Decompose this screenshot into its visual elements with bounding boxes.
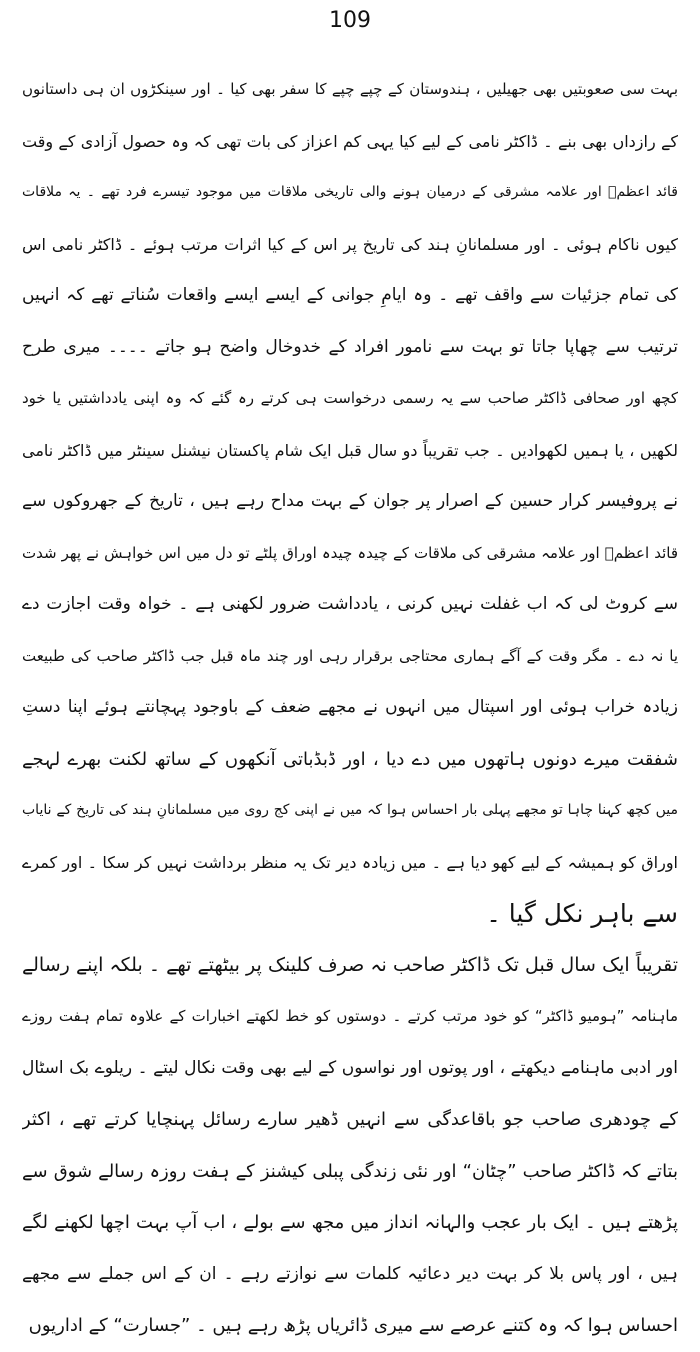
text-line: سے کروٹ لی کہ اب غفلت نہیں کرنی ، یادداشت ضرور لکھنی ہے ۔ خواہ وقت اجازت دے — [22, 594, 678, 614]
text-line: کیوں ناکام ہوئی ۔ اور مسلمانانِ ہند کی تاریخ پر اس کے کیا اثرات مرتب ہوئے ۔ ڈاکٹر نامی اس — [22, 234, 678, 254]
text-line: احساس ہوا کہ وہ کتنے عرصے سے میری ڈائریاں پڑھ رہے ہیں ۔ ”جسارت“ کے اداریوں — [28, 1315, 678, 1336]
text-line: ہیں ، اور پاس بلا کر بہت دیر دعائیہ کلمات سے نوازتے رہے ۔ ان کے اس جملے سے مجھے — [22, 1263, 678, 1284]
text-line: شفقت میرے دونوں ہاتھوں میں دے دیا ، اور ڈبڈباتی آنکھوں کے ساتھ لکنت بھرے لہجے — [22, 748, 678, 770]
text-line: ترتیب سے چھاپا جاتا تو بہت سے نامور افراد کے خدوخال واضح ہو جاتے ۔۔۔۔ میری طرح — [22, 336, 678, 357]
text-line: میں کچھ کہنا چاہا تو مجھے پہلی بار احساس ہوا کہ میں نے اپنی کج روی میں مسلمانانِ ہند کی تاریخ کے نایاب — [22, 802, 678, 818]
text-line: زیادہ خراب ہوئی اور اسپتال میں انہوں نے مجھے ضعف کے باوجود پہچانتے ہوئے اپنا دستِ — [22, 697, 678, 717]
text-line: لکھیں ، یا ہمیں لکھوادیں ۔ جب تقریباً دو سال قبل ایک شام پاکستان نیشنل سینٹر میں ڈاکٹر نامی — [22, 440, 678, 460]
text-line: بہت سی صعوبتیں بھی جھیلیں ، ہندوستان کے چپے چپے کا سفر بھی کیا ۔ اور سینکڑوں ان ہی داستانوں — [22, 80, 678, 98]
text-line: قائد اعظمؒ اور علامہ مشرقی کے درمیان ہونے والی تاریخی ملاقات میں موجود تیسرے فرد تھے ۔ یہ ملاقات — [22, 184, 678, 200]
text-line: تقریباً ایک سال قبل تک ڈاکٹر صاحب نہ صرف کلینک پر بیٹھتے تھے ۔ بلکہ اپنے رسالے — [22, 953, 678, 976]
text-line: سے باہر نکل گیا ۔ — [486, 899, 678, 928]
text-line: اوراق کو ہمیشہ کے لیے کھو دیا ہے ۔ میں زیادہ دیر تک یہ منظر برداشت نہیں کر سکا ۔ اور کمرے — [22, 852, 678, 872]
text-line: ماہنامہ ”ہومیو ڈاکٹر“ کو خود مرتب کرتے ۔ دوستوں کو خط لکھتے اخبارات کے علاوہ تمام ہفت روزے — [22, 1007, 678, 1025]
text-line: کی تمام جزئیات سے واقف تھے ۔ وہ ایامِ جوانی کے ایسے ایسے واقعات سُناتے تھے کہ انہیں — [22, 285, 678, 305]
text-line: نے پروفیسر کرار حسین کے اصرار پر جوان کے بہت مداح رہے ہیں ، تاریخ کے جھروکوں سے — [22, 491, 678, 511]
text-line: کے رازداں بھی بنے ۔ ڈاکٹر نامی کے لیے کیا یہی کم اعزاز کی بات تھی کہ وہ حصول آزادی کے وقت — [22, 131, 678, 151]
text-line: بتاتے کہ ڈاکٹر صاحب ”چٹان“ اور نئی زندگی پبلی کیشنز کے ہفت روزہ رسالے شوق سے — [22, 1160, 678, 1182]
page-number: 109 — [329, 8, 371, 33]
text-body — [22, 64, 678, 1352]
text-line: اور ادبی ماہنامے دیکھتے ، اور پوتوں اور نواسوں کے لیے بھی وقت نکال لیتے ۔ ریلوے بک اسٹال — [22, 1057, 678, 1078]
text-line: قائد اعظمؒ اور علامہ مشرقی کی ملاقات کے چیدہ چیدہ اوراق پلٹے تو دل میں اس خواہش نے پھر شدت — [22, 543, 678, 562]
text-line: یا نہ دے ۔ مگر وقت کے آگے ہماری محتاجی برقرار رہی اور چند ماہ قبل جب ڈاکٹر صاحب کی طبیعت — [22, 646, 678, 665]
text-line: پڑھتے ہیں ۔ ایک بار عجب والہانہ انداز میں مجھ سے بولے ، اب آپ بہت اچھا لکھنے لگے — [22, 1212, 678, 1233]
text-line: کے چودھری صاحب جو باقاعدگی سے انہیں ڈھیر سارے رسائل پہنچایا کرتے تھے ، اکثر — [22, 1109, 678, 1130]
text-line: کچھ اور صحافی ڈاکٹر صاحب سے یہ رسمی درخواست ہی کرتے رہ گئے کہ وہ اپنی یادداشتیں یا خود — [22, 389, 678, 407]
